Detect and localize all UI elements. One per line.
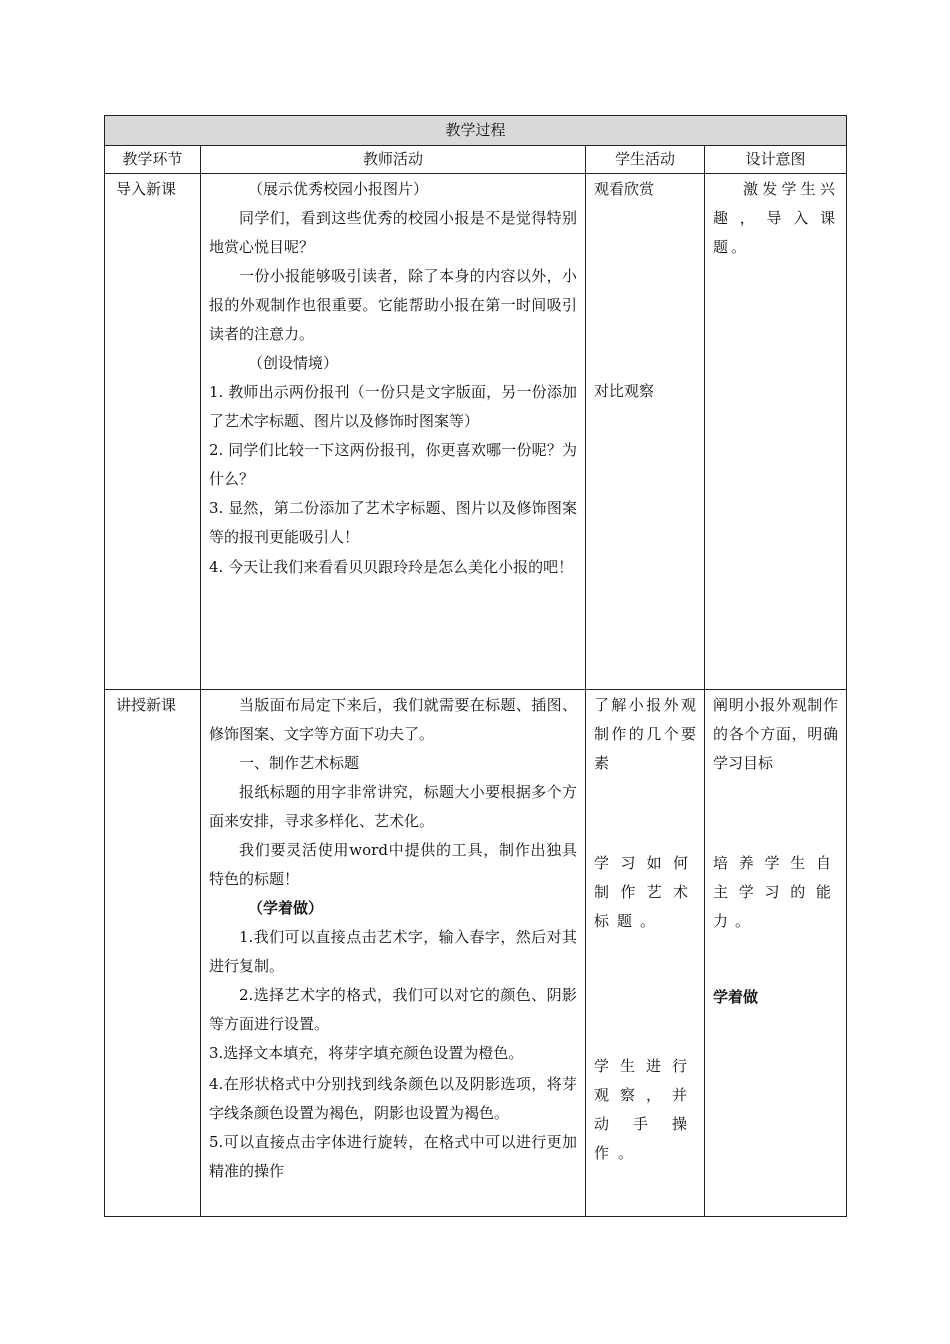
table-row: [105, 174, 847, 690]
intent-text: 培养学生自主学习的能力。: [713, 854, 839, 930]
student-text: 学生进行观察，并动手操作。: [594, 1057, 696, 1162]
header-stage: 教学环节: [105, 146, 201, 174]
teacher-activity-cell: [201, 174, 586, 690]
intent-text: 阐明小报外观制作的各个方面，明确学习目标: [713, 696, 839, 772]
student-text: 了解小报外观制作的几个要素: [594, 696, 696, 772]
intent-text: 学着做: [713, 988, 759, 1006]
stage-cell: 导入新课: [105, 174, 201, 690]
teacher-text: 4.在形状格式中分别找到线条颜色以及阴影选项，将芽字线条颜色设置为褐色，阴影也设置为褐色。: [209, 1075, 577, 1122]
teacher-activity-cell: [201, 690, 586, 1217]
teacher-text: 4. 今天让我们来看看贝贝跟玲玲是怎么美化小报的吧！: [209, 558, 574, 576]
teacher-text: 报纸标题的用字非常讲究，标题大小要根据多个方面来安排，寻求多样化、艺术化。: [209, 783, 577, 830]
teacher-text: 同学们，看到这些优秀的校园小报是不是觉得特别地赏心悦目呢？: [209, 209, 577, 256]
student-text: 对比观察: [594, 382, 655, 400]
teacher-text: 我们要灵活使用word中提供的工具，制作出独具特色的标题！: [209, 841, 577, 888]
table-header-row: [105, 146, 847, 174]
student-text: 学习如何制作艺术标题。: [594, 854, 696, 930]
design-intent-cell: [705, 690, 847, 1217]
intent-text: 激发学生兴趣，导入课题。: [713, 180, 839, 256]
table-title: 教学过程: [105, 116, 847, 146]
teacher-text: 2.选择艺术字的格式，我们可以对它的颜色、阴影等方面进行设置。: [209, 986, 577, 1033]
header-teacher-activity: 教师活动: [201, 146, 586, 174]
teacher-text: （创设情境）: [248, 354, 339, 372]
teacher-text: （展示优秀校园小报图片）: [248, 180, 429, 198]
teaching-process-table: [104, 115, 847, 1217]
teacher-text: 一份小报能够吸引读者，除了本身的内容以外，小报的外观制作也很重要。它能帮助小报在第一时间吸引读者的注意力。: [209, 267, 577, 343]
teacher-text: 1. 教师出示两份报刊（一份只是文字版面，另一份添加了艺术字标题、图片以及修饰时图案等）: [209, 383, 577, 430]
teacher-text: 5.可以直接点击字体进行旋转，在格式中可以进行更加精准的操作: [209, 1133, 577, 1180]
teacher-text: 2. 同学们比较一下这两份报刊，你更喜欢哪一份呢？为什么？: [209, 441, 577, 488]
header-student-activity: 学生活动: [586, 146, 705, 174]
teacher-text: 3. 显然，第二份添加了艺术字标题、图片以及修饰图案等的报刊更能吸引人！: [209, 499, 577, 546]
teacher-text: 当版面布局定下来后，我们就需要在标题、插图、修饰图案、文字等方面下功夫了。: [209, 696, 577, 743]
student-activity-cell: [586, 174, 705, 690]
teacher-text: 3.选择文本填充，将芽字填充颜色设置为橙色。: [209, 1044, 524, 1062]
teacher-text: 1.我们可以直接点击艺术字，输入春字，然后对其进行复制。: [209, 928, 577, 975]
design-intent-cell: [705, 174, 847, 690]
header-design-intent: 设计意图: [705, 146, 847, 174]
stage-cell: 讲授新课: [105, 690, 201, 1217]
teacher-text: （学着做）: [248, 899, 324, 917]
student-text: 观看欣赏: [594, 180, 655, 198]
table-row: [105, 690, 847, 1217]
teacher-text: 一、制作艺术标题: [239, 754, 360, 772]
student-activity-cell: [586, 690, 705, 1217]
